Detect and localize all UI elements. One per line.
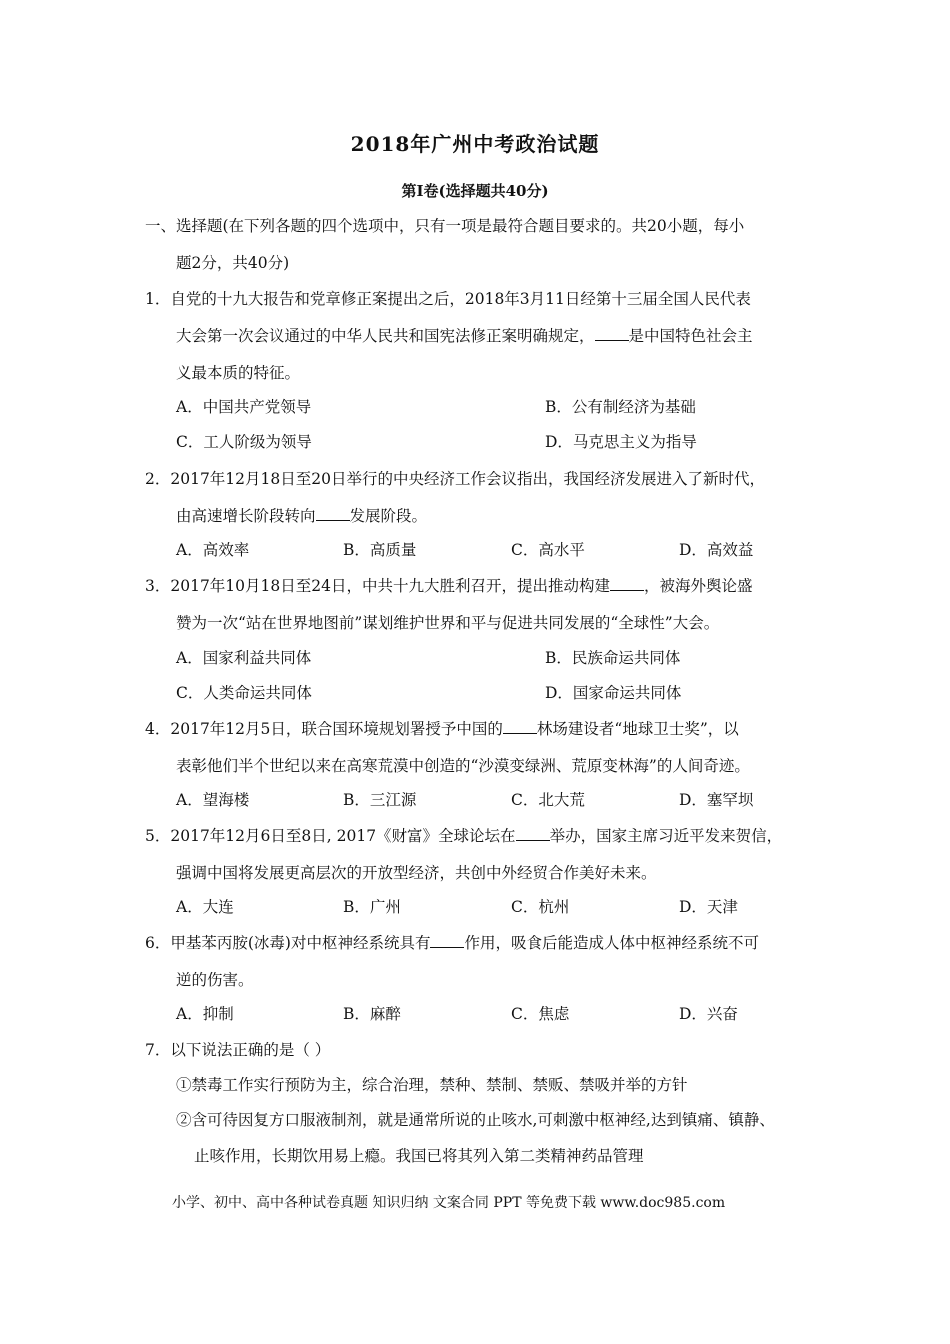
q3-option-a: A．国家利益共同体	[176, 649, 312, 667]
q5-option-b: B．广州	[343, 898, 401, 916]
q5-blank	[516, 826, 550, 841]
section-instructions-line2: 题2分，共40分)	[176, 254, 290, 272]
q1-option-b: B．公有制经济为基础	[545, 398, 696, 416]
q5-option-d: D．天津	[679, 898, 738, 916]
q6-option-b: B．麻醉	[343, 1005, 401, 1023]
q6-option-c: C．焦虑	[511, 1005, 570, 1023]
q2-option-a: A．高效率	[176, 541, 250, 559]
q2-option-c: C．高水平	[511, 541, 585, 559]
q3-line2: 赞为一次“站在世界地图前”谋划维护世界和平与促进共同发展的“全球性”大会。	[176, 614, 720, 632]
q4-option-c: C．北大荒	[511, 791, 585, 809]
section-subtitle: 第Ⅰ卷(选择题共40分)	[401, 182, 549, 200]
q5-line1-pre: 5．2017年12月6日至8日, 2017《财富》全球论坛在	[145, 827, 516, 845]
q2-line2-post: 发展阶段。	[349, 507, 428, 525]
q4-option-a: A．望海楼	[176, 791, 250, 809]
q6-line1-pre: 6．甲基苯丙胺(冰毒)对中枢神经系统具有	[145, 934, 431, 952]
q5-line1	[145, 826, 782, 846]
q2-blank	[316, 506, 350, 521]
q6-option-d: D．兴奋	[679, 1005, 738, 1023]
q3-option-c: C．人类命运共同体	[176, 684, 312, 702]
q1-option-c: C．工人阶级为领导	[176, 433, 312, 451]
q7-item-1: ①禁毒工作实行预防为主，综合治理，禁种、禁制、禁贩、禁吸并举的方针	[176, 1076, 688, 1094]
q6-line1	[145, 933, 759, 953]
q5-line2: 强调中国将发展更高层次的开放型经济，共创中外经贸合作美好未来。	[176, 864, 657, 882]
q4-option-d: D．塞罕坝	[679, 791, 754, 809]
q6-blank	[430, 933, 464, 948]
q1-blank	[595, 326, 629, 341]
q1-option-d: D．马克思主义为指导	[545, 433, 697, 451]
q2-line2	[176, 506, 427, 526]
footer-text: 小学、初中、高中各种试卷真题 知识归纳 文案合同 PPT 等免费下载 www.doc985.com	[172, 1195, 726, 1211]
q1-line1: 1．自党的十九大报告和党章修正案提出之后，2018年3月11日经第十三届全国人民代表	[145, 290, 751, 308]
q5-option-c: C．杭州	[511, 898, 570, 916]
q3-blank	[610, 576, 644, 591]
q1-line2-pre: 大会第一次会议通过的中华人民共和国宪法修正案明确规定，	[176, 327, 595, 345]
section-instructions-line1: 一、选择题(在下列各题的四个选项中，只有一项是最符合题目要求的。共20小题，每小	[145, 217, 745, 235]
q4-line1-pre: 4．2017年12月5日，联合国环境规划署授予中国的	[145, 720, 503, 738]
q4-line1-post: 林场建设者“地球卫士奖”，以	[536, 720, 739, 738]
q3-line1	[145, 576, 753, 596]
q2-line2-pre: 由高速增长阶段转向	[176, 507, 316, 525]
q3-option-b: B．民族命运共同体	[545, 649, 681, 667]
q2-option-d: D．高效益	[679, 541, 754, 559]
q4-option-b: B．三江源	[343, 791, 417, 809]
q1-line2	[176, 326, 753, 346]
q1-line2-post: 是中国特色社会主	[628, 327, 753, 345]
q6-line1-post: 作用，吸食后能造成人体中枢神经系统不可	[464, 934, 759, 952]
q1-line3: 义最本质的特征。	[176, 364, 301, 382]
q4-line1	[145, 719, 739, 739]
q7-line1: 7．以下说法正确的是（ ）	[145, 1041, 331, 1059]
q4-blank	[503, 719, 537, 734]
q5-option-a: A．大连	[176, 898, 234, 916]
q2-line1: 2．2017年12月18日至20日举行的中央经济工作会议指出，我国经济发展进入了新时代，	[145, 470, 765, 488]
q7-item-2: ②含可待因复方口服液制剂，就是通常所说的止咳水,可刺激中枢神经,达到镇痛、镇静、	[176, 1111, 775, 1129]
q7-item-2-cont: 止咳作用，长期饮用易上瘾。我国已将其列入第二类精神药品管理	[194, 1147, 644, 1165]
q3-line1-pre: 3．2017年10月18日至24日，中共十九大胜利召开，提出推动构建	[145, 577, 610, 595]
q1-option-a: A．中国共产党领导	[176, 398, 312, 416]
q3-option-d: D．国家命运共同体	[545, 684, 682, 702]
q4-line2: 表彰他们半个世纪以来在高寒荒漠中创造的“沙漠变绿洲、荒原变林海”的人间奇迹。	[176, 757, 750, 775]
q6-option-a: A．抑制	[176, 1005, 234, 1023]
q5-line1-post: 举办，国家主席习近平发来贺信，	[549, 827, 783, 845]
q6-line2: 逆的伤害。	[176, 971, 254, 989]
page-title: 2018年广州中考政治试题	[350, 132, 600, 156]
q2-option-b: B．高质量	[343, 541, 417, 559]
q3-line1-post: ，被海外舆论盛	[643, 577, 753, 595]
